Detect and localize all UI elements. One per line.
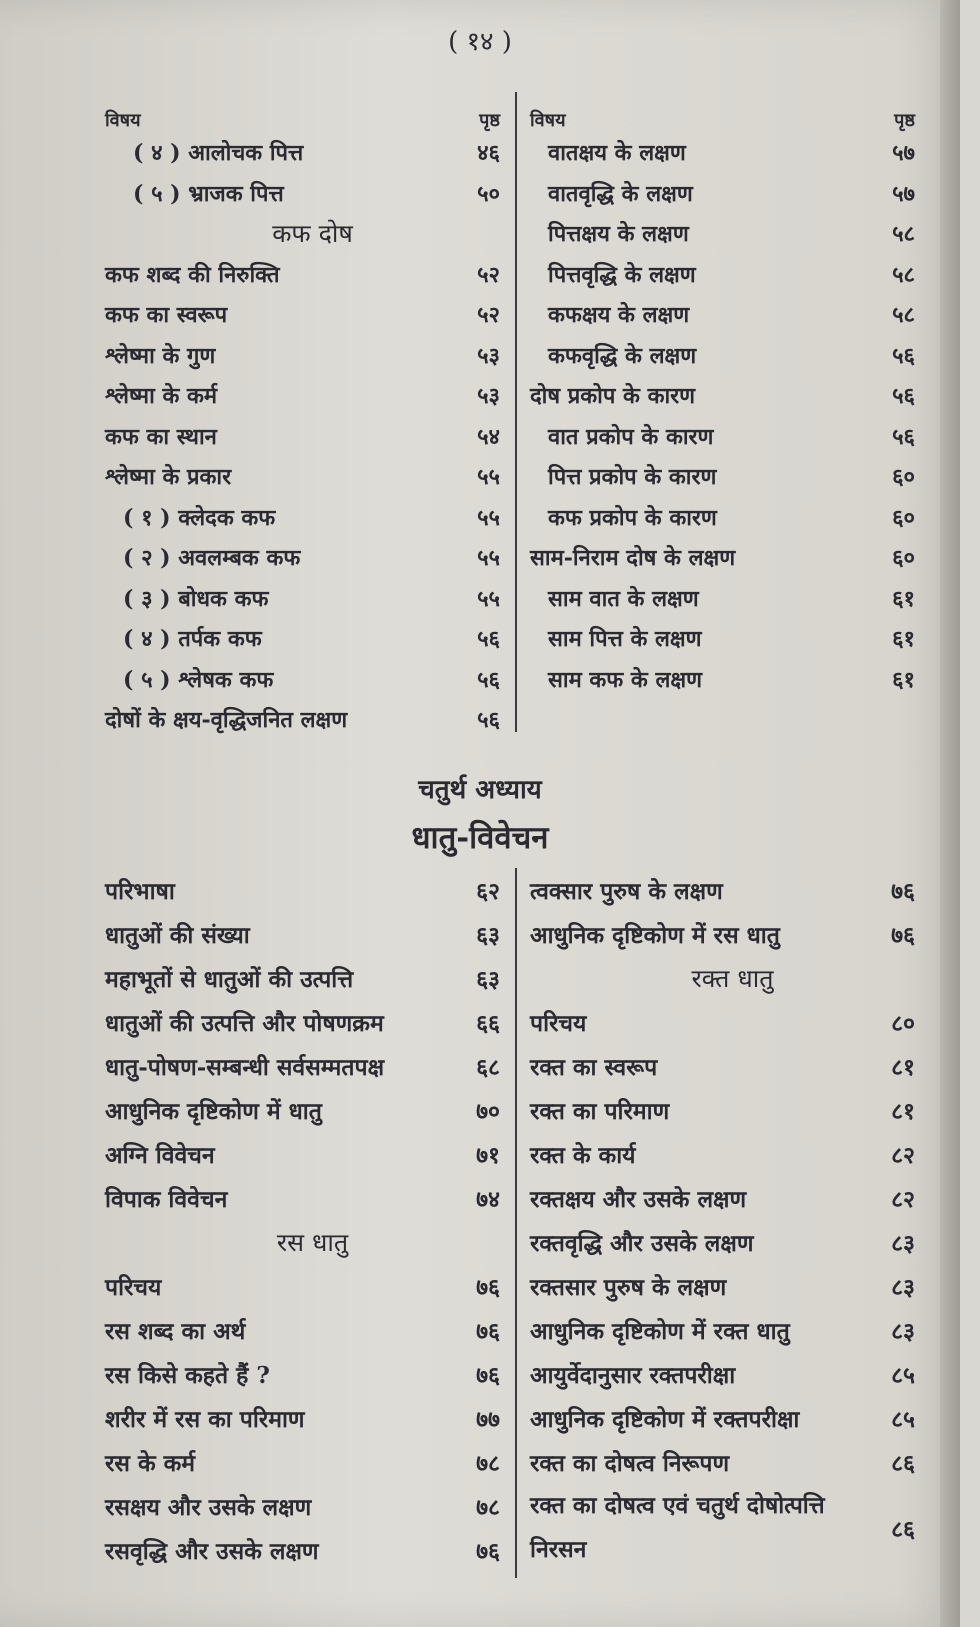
toc-entry: [530, 294, 915, 335]
toc-entry-page: ८३: [891, 1274, 915, 1301]
toc-entry-label: रस धातु: [276, 1228, 349, 1257]
toc-entry: [105, 1528, 500, 1572]
toc-entry-label: रक्तवृद्धि और उसके लक्षण: [530, 1230, 754, 1257]
toc-entry-label: वातवृद्धि के लक्षण: [548, 180, 693, 207]
toc-entry-label: दोष प्रकोप के कारण: [530, 383, 696, 410]
toc-entry-label: कफक्षय के लक्षण: [548, 302, 690, 329]
toc-entry-page: ५६: [477, 626, 500, 653]
toc-entry: [530, 1000, 915, 1044]
toc-entry-page: ५६: [892, 342, 915, 369]
toc-entry: [105, 659, 500, 700]
toc-entry: [530, 456, 915, 497]
toc-entry: [105, 1044, 500, 1088]
toc-entry-page: ५६: [477, 707, 500, 734]
toc-entry-label: पित्तक्षय के लक्षण: [548, 221, 689, 248]
toc-entry-label: रस किसे कहते हैं ?: [105, 1362, 270, 1389]
toc-entry-label: परिचय: [530, 1010, 587, 1037]
header-page: पृष्ठ: [894, 110, 915, 131]
toc-entry: [530, 173, 915, 214]
toc-entry-label: साम वात के लक्षण: [548, 585, 699, 612]
toc-entry: [530, 132, 915, 173]
toc-entry: [530, 375, 915, 416]
page-edge: [940, 0, 960, 1627]
toc-list-right: [530, 132, 915, 699]
toc-entry-page: ६१: [892, 585, 915, 612]
toc-entry-label: धातुओं की उत्पत्ति और पोषणक्रम: [105, 1010, 384, 1037]
toc-entry: [530, 1396, 915, 1440]
toc-entry-label: धातुओं की संख्या: [105, 922, 250, 949]
toc-entry-label: विपाक विवेचन: [105, 1186, 228, 1213]
toc-entry: [105, 294, 500, 335]
toc-entry-page: ५४: [477, 423, 500, 450]
toc-entry-page: ५८: [892, 302, 915, 329]
toc-entry-page: ८०: [891, 1010, 915, 1037]
toc-entry-label: आधुनिक दृष्टिकोण में रस धातु: [530, 922, 780, 949]
toc-entry: [105, 1264, 500, 1308]
toc-entry-label: रक्त का परिमाण: [530, 1098, 670, 1125]
toc-entry-label: साम कफ के लक्षण: [548, 666, 703, 693]
toc-entry-label: रस शब्द का अर्थ: [105, 1318, 246, 1345]
toc-entry-label: परिचय: [105, 1274, 162, 1301]
toc-entry: [105, 1308, 500, 1352]
toc-entry-label: रक्तक्षय और उसके लक्षण: [530, 1186, 747, 1213]
toc-entry-label: कफ प्रकोप के कारण: [548, 504, 717, 531]
toc-entry-page: ५५: [477, 585, 500, 612]
toc-entry-page: ५३: [477, 383, 500, 410]
toc-entry-label: ( ५ ) श्लेषक कफ: [123, 666, 274, 693]
toc-entry: [530, 1176, 915, 1220]
toc-entry-label: आधुनिक दृष्टिकोण में रक्तपरीक्षा: [530, 1406, 800, 1433]
toc-entry: [530, 1088, 915, 1132]
toc-entry: [105, 497, 500, 538]
toc-entry-page: ८३: [891, 1230, 915, 1257]
page-number: ( १४ ): [448, 27, 512, 57]
toc-entry: [105, 1132, 500, 1176]
toc-entry-page: ५७: [892, 180, 915, 207]
toc-entry: [105, 912, 500, 956]
toc-entry: [530, 1440, 915, 1484]
toc-entry-label: रक्त का स्वरूप: [530, 1054, 658, 1081]
toc-entry-label: साम पित्त के लक्षण: [548, 626, 702, 653]
toc-entry: [530, 335, 915, 376]
toc-entry-page: ५५: [477, 545, 500, 572]
toc-entry-label: ( ४ ) आलोचक पित्त: [133, 140, 304, 167]
toc-subheading: [530, 956, 915, 1000]
toc-entry: [530, 254, 915, 295]
toc-entry-label: ( ४ ) तर्पक कफ: [123, 626, 262, 653]
toc-entry: [105, 132, 500, 173]
toc-entry-label: रक्त के कार्य: [530, 1142, 636, 1169]
toc-entry-page: ६१: [892, 666, 915, 693]
toc-entry-page: ७८: [476, 1494, 500, 1521]
toc-entry-label: श्लेष्मा के प्रकार: [105, 464, 232, 491]
toc-entry: [105, 173, 500, 214]
header-page: पृष्ठ: [479, 110, 500, 131]
toc-entry: [530, 213, 915, 254]
toc-entry: [105, 1176, 500, 1220]
toc-entry: [105, 335, 500, 376]
toc-entry-label: रसक्षय और उसके लक्षण: [105, 1494, 312, 1521]
toc-entry: [105, 578, 500, 619]
toc-entry: [105, 537, 500, 578]
toc-entry-page: ७६: [476, 1274, 500, 1301]
toc-entry-label: श्लेष्मा के गुण: [105, 342, 216, 369]
toc-entry-label: कफ शब्द की निरुक्ति: [105, 261, 280, 288]
toc-entry-label: रस के कर्म: [105, 1450, 196, 1477]
toc-entry-label: रसवृद्धि और उसके लक्षण: [105, 1538, 319, 1565]
toc-entry: [530, 912, 915, 956]
toc-entry-page: ५३: [477, 342, 500, 369]
toc-entry-page: ७६: [476, 1538, 500, 1565]
column-header-right: [530, 92, 915, 132]
toc-list-left: [105, 132, 500, 740]
toc-entry-label: रक्त का दोषत्व एवं चतुर्थ दोषोत्पत्ति निरसन: [530, 1492, 825, 1563]
toc-entry-page: ५५: [477, 504, 500, 531]
toc-entry-page: ८२: [891, 1186, 915, 1213]
toc-entry-label: कफवृद्धि के लक्षण: [548, 342, 697, 369]
toc-entry-page: ८५: [891, 1406, 915, 1433]
toc-entry: [530, 1484, 915, 1572]
toc-entry: [105, 868, 500, 912]
toc-subheading: [105, 1220, 500, 1264]
toc-entry-page: ५६: [892, 423, 915, 450]
toc-entry-page: ७७: [476, 1406, 500, 1433]
toc-entry: [530, 618, 915, 659]
toc-entry-page: ६८: [476, 1054, 500, 1081]
toc-entry: [105, 699, 500, 740]
toc-entry-page: ७०: [476, 1098, 500, 1125]
toc-subheading: [105, 213, 500, 254]
toc-entry-page: ८५: [891, 1362, 915, 1389]
toc-entry: [530, 1352, 915, 1396]
toc-entry-page: ५२: [477, 302, 500, 329]
toc-entry-label: धातु-पोषण-सम्बन्धी सर्वसम्मतपक्ष: [105, 1054, 385, 1081]
toc-entry-page: ७८: [476, 1450, 500, 1477]
toc-entry-page: ६१: [892, 626, 915, 653]
toc-entry-page: ८२: [891, 1142, 915, 1169]
toc-entry: [105, 1396, 500, 1440]
chapter-subtitle: धातु-विवेचन: [411, 820, 549, 856]
toc-entry-page: ८६: [891, 1450, 915, 1477]
toc-entry-label: पित्तवृद्धि के लक्षण: [548, 261, 696, 288]
toc-entry: [105, 1088, 500, 1132]
column-divider: [515, 868, 517, 1578]
toc-entry: [105, 618, 500, 659]
toc-entry: [530, 416, 915, 457]
toc-entry-page: ६६: [476, 1010, 500, 1037]
toc-list-right: [530, 868, 915, 1572]
toc-entry-label: ( ३ ) बोधक कफ: [123, 585, 269, 612]
toc-entry-page: ५६: [892, 383, 915, 410]
toc-entry: [530, 578, 915, 619]
column-header-left: [105, 92, 500, 132]
toc-entry-label: रक्त का दोषत्व निरूपण: [530, 1450, 730, 1477]
toc-entry: [530, 659, 915, 700]
toc-entry: [530, 1308, 915, 1352]
toc-entry-page: ७१: [476, 1142, 500, 1169]
toc-entry: [530, 1220, 915, 1264]
toc-entry: [530, 1132, 915, 1176]
toc-entry: [530, 1044, 915, 1088]
toc-entry-label: ( ५ ) भ्राजक पित्त: [133, 180, 284, 207]
toc-entry: [105, 956, 500, 1000]
toc-entry: [530, 497, 915, 538]
toc-entry: [105, 456, 500, 497]
toc-entry-page: ८६: [891, 1516, 915, 1543]
header-subject: विषय: [530, 110, 566, 131]
chapter-title: चतुर्थ अध्याय: [418, 775, 542, 805]
toc-entry-page: ६२: [476, 878, 500, 905]
toc-column-left: [105, 92, 500, 740]
toc-entry-label: रक्त धातु: [691, 964, 774, 993]
toc-entry-page: ५८: [892, 221, 915, 248]
toc-entry-page: ७६: [476, 1318, 500, 1345]
toc-entry-page: ६०: [892, 545, 915, 572]
toc-entry: [105, 1352, 500, 1396]
toc-entry-page: ७६: [891, 922, 915, 949]
toc-entry-page: ७६: [476, 1362, 500, 1389]
toc-entry-label: आयुर्वेदानुसार रक्तपरीक्षा: [530, 1362, 736, 1389]
toc-entry: [105, 1440, 500, 1484]
toc-entry-label: आधुनिक दृष्टिकोण में धातु: [105, 1098, 322, 1125]
toc-entry-label: रक्तसार पुरुष के लक्षण: [530, 1274, 727, 1301]
toc-entry: [105, 1484, 500, 1528]
toc-entry-label: पित्त प्रकोप के कारण: [548, 464, 717, 491]
toc-entry-label: साम-निराम दोष के लक्षण: [530, 545, 736, 572]
toc-entry-label: त्वक्सार पुरुष के लक्षण: [530, 878, 723, 905]
toc-entry-label: दोषों के क्षय-वृद्धिजनित लक्षण: [105, 707, 348, 734]
toc-column-right: [530, 868, 915, 1572]
toc-entry-page: ८३: [891, 1318, 915, 1345]
toc-entry-label: कफ का स्वरूप: [105, 302, 228, 329]
toc-entry-page: ६३: [476, 922, 500, 949]
toc-column-left: [105, 868, 500, 1572]
toc-entry-label: वात प्रकोप के कारण: [548, 423, 714, 450]
toc-entry-page: ६०: [892, 464, 915, 491]
toc-entry-page: ५७: [892, 140, 915, 167]
toc-entry-label: आधुनिक दृष्टिकोण में रक्त धातु: [530, 1318, 790, 1345]
toc-entry-page: ८१: [891, 1054, 915, 1081]
toc-entry-page: ७४: [476, 1186, 500, 1213]
toc-entry-page: ८१: [891, 1098, 915, 1125]
toc-entry-label: महाभूतों से धातुओं की उत्पत्ति: [105, 966, 354, 993]
toc-entry: [530, 868, 915, 912]
toc-entry-label: वातक्षय के लक्षण: [548, 140, 686, 167]
toc-entry-label: कफ का स्थान: [105, 423, 217, 450]
toc-entry-page: ५०: [477, 180, 500, 207]
toc-entry-page: ५६: [477, 666, 500, 693]
toc-entry-label: ( १ ) क्लेदक कफ: [123, 504, 276, 531]
toc-entry-label: ( २ ) अवलम्बक कफ: [123, 545, 301, 572]
toc-entry: [105, 254, 500, 295]
toc-entry: [105, 1000, 500, 1044]
toc-entry: [530, 1264, 915, 1308]
toc-entry-page: ५२: [477, 261, 500, 288]
toc-entry-page: ६०: [892, 504, 915, 531]
toc-entry-page: ५५: [477, 464, 500, 491]
toc-entry-label: श्लेष्मा के कर्म: [105, 383, 218, 410]
toc-entry: [530, 537, 915, 578]
toc-entry-label: कफ दोष: [272, 219, 353, 249]
toc-entry-label: शरीर में रस का परिमाण: [105, 1406, 305, 1433]
toc-entry-label: परिभाषा: [105, 878, 175, 905]
toc-entry-page: ६३: [476, 966, 500, 993]
toc-entry: [105, 375, 500, 416]
toc-list-left: [105, 868, 500, 1572]
toc-entry: [105, 416, 500, 457]
toc-entry-page: ५८: [892, 261, 915, 288]
header-subject: विषय: [105, 110, 141, 131]
toc-column-right: [530, 92, 915, 699]
column-divider: [515, 92, 517, 732]
toc-entry-page: ४६: [477, 140, 500, 167]
toc-entry-label: अग्नि विवेचन: [105, 1142, 215, 1169]
toc-entry-page: ७६: [891, 878, 915, 905]
